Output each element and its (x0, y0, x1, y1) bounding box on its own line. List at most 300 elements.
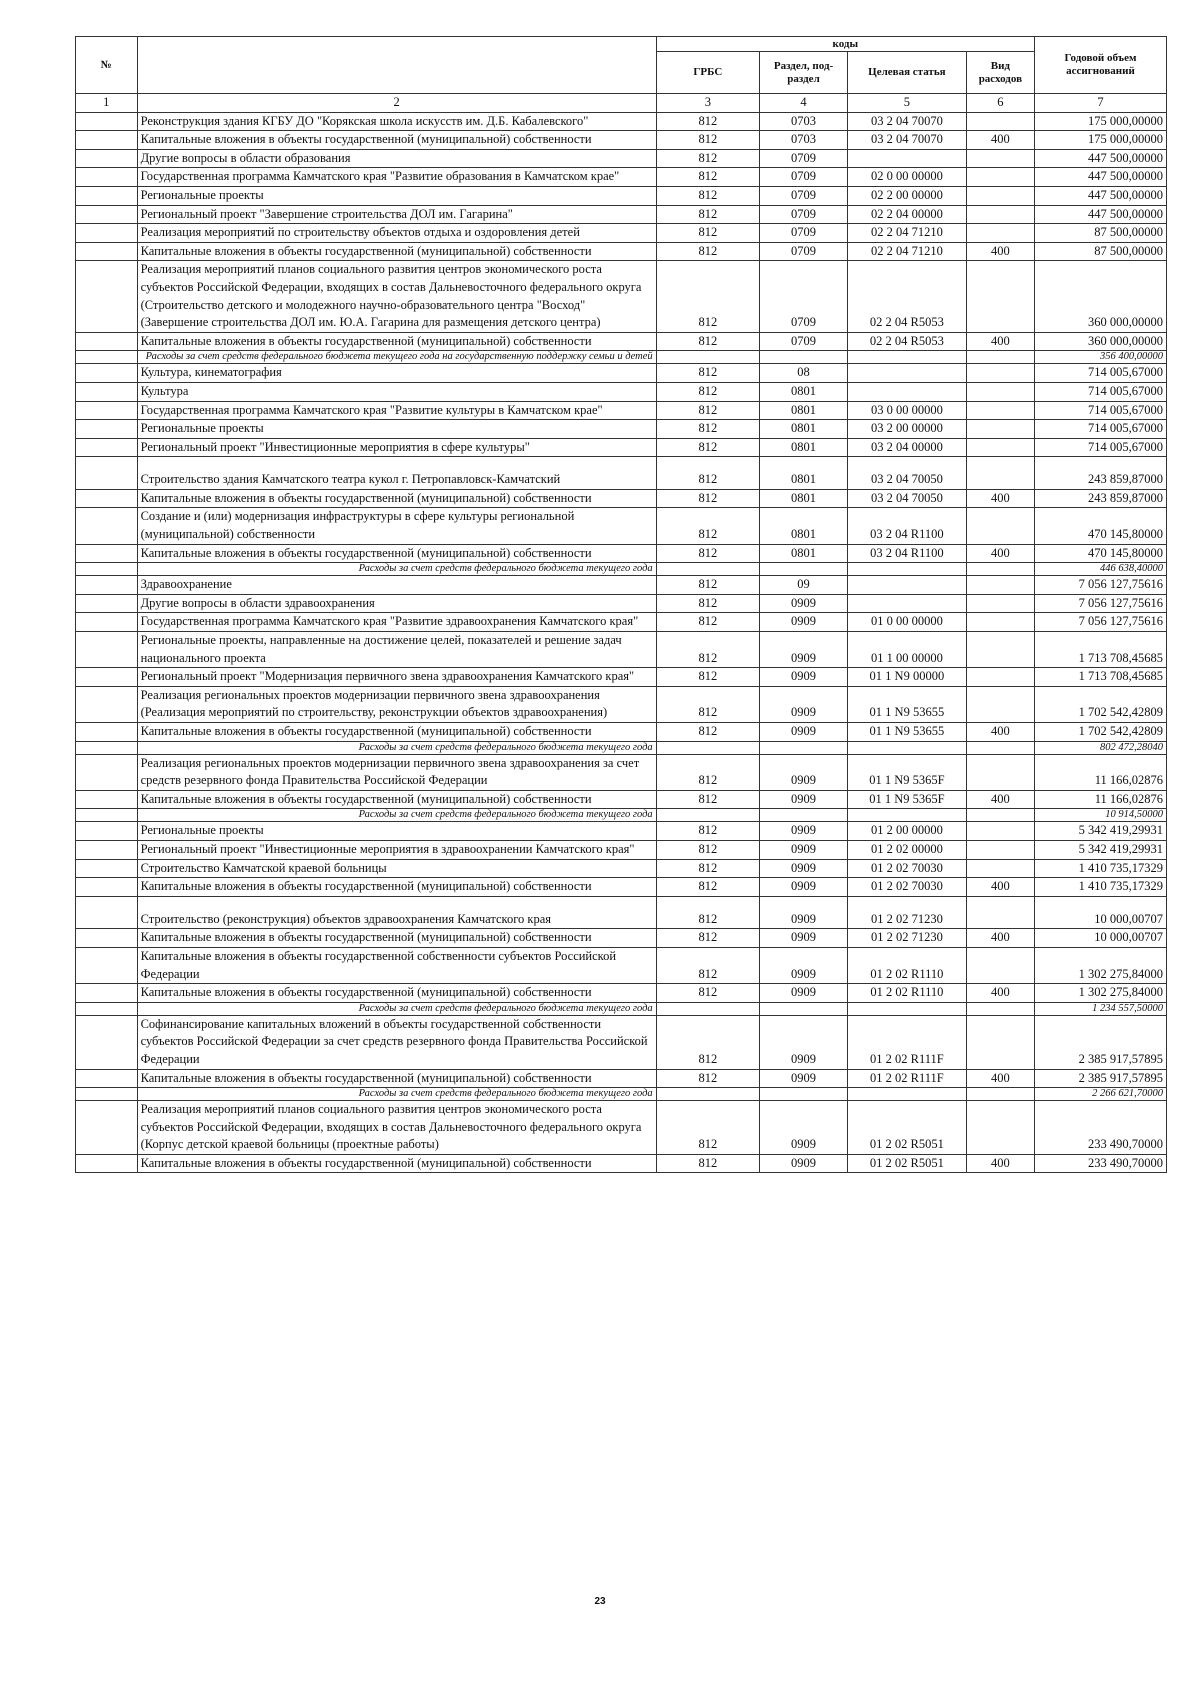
row-grbs: 812 (656, 131, 759, 150)
row-target: 01 2 02 R5051 (848, 1101, 967, 1155)
table-row (76, 594, 1167, 613)
column-number: 2 (137, 94, 656, 113)
row-kind (966, 613, 1034, 632)
row-section: 0709 (760, 224, 848, 243)
row-grbs: 812 (656, 632, 759, 668)
row-grbs: 812 (656, 613, 759, 632)
row-kind (966, 741, 1034, 754)
row-kind (966, 1088, 1034, 1101)
row-name: Строительство Камчатской краевой больницы (137, 859, 656, 878)
row-kind (966, 896, 1034, 929)
row-section: 0801 (760, 401, 848, 420)
row-amount: 7 056 127,75616 (1034, 576, 1166, 595)
row-amount: 360 000,00000 (1034, 261, 1166, 332)
row-amount: 87 500,00000 (1034, 242, 1166, 261)
row-target: 02 2 04 R5053 (848, 261, 967, 332)
row-amount: 1 410 735,17329 (1034, 859, 1166, 878)
row-section: 0801 (760, 544, 848, 563)
row-number-cell (76, 1088, 138, 1101)
table-row (76, 613, 1167, 632)
row-number-cell (76, 489, 138, 508)
row-section: 0801 (760, 420, 848, 439)
row-grbs: 812 (656, 686, 759, 722)
row-target (848, 563, 967, 576)
row-grbs: 812 (656, 332, 759, 351)
row-name: Капитальные вложения в объекты государственной (муниципальной) собственности (137, 489, 656, 508)
row-grbs: 812 (656, 929, 759, 948)
row-grbs: 812 (656, 149, 759, 168)
row-number-cell (76, 242, 138, 261)
row-name: Создание и (или) модернизация инфраструктуры в сфере культуры региональной (муниципальной) собственности (137, 508, 656, 544)
row-grbs: 812 (656, 723, 759, 742)
row-section: 08 (760, 364, 848, 383)
row-kind (966, 261, 1034, 332)
row-section: 0709 (760, 332, 848, 351)
row-section: 09 (760, 576, 848, 595)
row-grbs: 812 (656, 438, 759, 457)
row-amount: 360 000,00000 (1034, 332, 1166, 351)
row-name: Региональный проект "Инвестиционные мероприятия в здравоохранении Камчатского края" (137, 840, 656, 859)
row-name: Капитальные вложения в объекты государственной собственности субъектов Российской Федерации (137, 947, 656, 983)
row-amount: 470 145,80000 (1034, 508, 1166, 544)
row-target (848, 1002, 967, 1015)
table-row (76, 131, 1167, 150)
table-row (76, 364, 1167, 383)
row-amount: 714 005,67000 (1034, 438, 1166, 457)
row-number-cell (76, 131, 138, 150)
table-row (76, 947, 1167, 983)
row-grbs (656, 563, 759, 576)
row-amount: 714 005,67000 (1034, 382, 1166, 401)
row-name: Региональные проекты (137, 420, 656, 439)
row-section: 0909 (760, 754, 848, 790)
row-name: Капитальные вложения в объекты государственной (муниципальной) собственности (137, 878, 656, 897)
row-number-cell (76, 723, 138, 742)
row-amount: 447 500,00000 (1034, 168, 1166, 187)
row-number-cell (76, 576, 138, 595)
row-amount: 243 859,87000 (1034, 489, 1166, 508)
row-section: 0909 (760, 840, 848, 859)
row-kind (966, 457, 1034, 490)
page-number: 23 (594, 1596, 606, 1607)
row-target (848, 741, 967, 754)
row-name: Культура (137, 382, 656, 401)
row-kind (966, 186, 1034, 205)
row-amount: 1 234 557,50000 (1034, 1002, 1166, 1015)
header-name (137, 37, 656, 94)
row-section: 0909 (760, 984, 848, 1003)
row-kind (966, 809, 1034, 822)
table-row (76, 1015, 1167, 1069)
row-amount: 233 490,70000 (1034, 1154, 1166, 1173)
row-number-cell (76, 401, 138, 420)
row-kind (966, 168, 1034, 187)
table-row (76, 723, 1167, 742)
row-section: 0909 (760, 929, 848, 948)
row-target: 01 2 00 00000 (848, 822, 967, 841)
row-name: Государственная программа Камчатского края "Развитие образования в Камчатском крае" (137, 168, 656, 187)
federal-funds-row (76, 1002, 1167, 1015)
row-target: 01 1 00 00000 (848, 632, 967, 668)
row-target (848, 382, 967, 401)
header-num: № (76, 37, 138, 94)
row-amount: 175 000,00000 (1034, 131, 1166, 150)
row-name: Капитальные вложения в объекты государственной (муниципальной) собственности (137, 1069, 656, 1088)
row-target: 01 1 N9 00000 (848, 668, 967, 687)
row-target (848, 594, 967, 613)
row-target (848, 149, 967, 168)
row-target: 03 2 04 R1100 (848, 544, 967, 563)
row-amount: 447 500,00000 (1034, 149, 1166, 168)
row-amount: 356 400,00000 (1034, 351, 1166, 364)
column-number: 3 (656, 94, 759, 113)
row-amount: 714 005,67000 (1034, 364, 1166, 383)
row-section: 0709 (760, 149, 848, 168)
row-section: 0801 (760, 438, 848, 457)
row-kind (966, 1101, 1034, 1155)
column-number: 5 (848, 94, 967, 113)
row-amount: 11 166,02876 (1034, 754, 1166, 790)
row-target: 03 2 04 70070 (848, 112, 967, 131)
row-grbs: 812 (656, 261, 759, 332)
row-amount: 2 266 621,70000 (1034, 1088, 1166, 1101)
row-name: Капитальные вложения в объекты государственной (муниципальной) собственности (137, 790, 656, 809)
federal-funds-row (76, 563, 1167, 576)
table-row (76, 508, 1167, 544)
row-section: 0703 (760, 112, 848, 131)
row-number-cell (76, 364, 138, 383)
row-number-cell (76, 809, 138, 822)
row-amount: 7 056 127,75616 (1034, 613, 1166, 632)
row-name: Капитальные вложения в объекты государственной (муниципальной) собственности (137, 984, 656, 1003)
row-target: 02 2 04 71210 (848, 224, 967, 243)
row-name: Расходы за счет средств федерального бюджета текущего года (137, 563, 656, 576)
row-amount: 446 638,40000 (1034, 563, 1166, 576)
row-kind (966, 576, 1034, 595)
table-row (76, 1154, 1167, 1173)
row-name: Государственная программа Камчатского края "Развитие культуры в Камчатском крае" (137, 401, 656, 420)
row-kind (966, 563, 1034, 576)
row-number-cell (76, 457, 138, 490)
row-kind (966, 351, 1034, 364)
row-kind (966, 1002, 1034, 1015)
row-grbs: 812 (656, 364, 759, 383)
row-target (848, 576, 967, 595)
row-target: 01 0 00 00000 (848, 613, 967, 632)
row-name: Региональные проекты (137, 186, 656, 205)
row-number-cell (76, 112, 138, 131)
row-name: Расходы за счет средств федерального бюджета текущего года (137, 1002, 656, 1015)
row-name: Региональные проекты (137, 822, 656, 841)
table-row (76, 576, 1167, 595)
federal-funds-row (76, 809, 1167, 822)
table-row (76, 822, 1167, 841)
row-number-cell (76, 1154, 138, 1173)
row-target: 02 0 00 00000 (848, 168, 967, 187)
row-number-cell (76, 822, 138, 841)
header-section: Раздел, под-раздел (760, 52, 848, 94)
row-number-cell (76, 686, 138, 722)
row-name: Региональные проекты, направленные на достижение целей, показателей и решение задач национального проекта (137, 632, 656, 668)
row-section: 0801 (760, 457, 848, 490)
table-row (76, 112, 1167, 131)
row-amount: 11 166,02876 (1034, 790, 1166, 809)
table-row (76, 168, 1167, 187)
row-number-cell (76, 859, 138, 878)
row-section: 0909 (760, 1101, 848, 1155)
row-grbs: 812 (656, 576, 759, 595)
column-number: 4 (760, 94, 848, 113)
row-name: Капитальные вложения в объекты государственной (муниципальной) собственности (137, 929, 656, 948)
row-target: 03 2 04 R1100 (848, 508, 967, 544)
row-amount: 1 410 735,17329 (1034, 878, 1166, 897)
row-grbs: 812 (656, 840, 759, 859)
row-name: Региональный проект "Инвестиционные мероприятия в сфере культуры" (137, 438, 656, 457)
row-target (848, 351, 967, 364)
column-number: 6 (966, 94, 1034, 113)
row-section: 0801 (760, 489, 848, 508)
row-grbs: 812 (656, 1069, 759, 1088)
row-target: 03 2 04 70050 (848, 457, 967, 490)
row-amount: 1 702 542,42809 (1034, 723, 1166, 742)
row-number-cell (76, 896, 138, 929)
table-row (76, 668, 1167, 687)
table-row (76, 840, 1167, 859)
row-name: Реализация региональных проектов модернизации первичного звена здравоохранения за счет средств резервного фонда Правительства Российской Федерации (137, 754, 656, 790)
row-number-cell (76, 438, 138, 457)
row-target (848, 809, 967, 822)
row-name: Реализация мероприятий по строительству объектов отдыха и оздоровления детей (137, 224, 656, 243)
row-name: Региональный проект "Модернизация первичного звена здравоохранения Камчатского края" (137, 668, 656, 687)
table-row (76, 224, 1167, 243)
row-number-cell (76, 790, 138, 809)
row-amount: 5 342 419,29931 (1034, 822, 1166, 841)
row-section (760, 351, 848, 364)
row-section: 0909 (760, 1015, 848, 1069)
row-grbs: 812 (656, 224, 759, 243)
header-kind: Вид расходов (966, 52, 1034, 94)
row-grbs: 812 (656, 168, 759, 187)
row-number-cell (76, 668, 138, 687)
table-row (76, 382, 1167, 401)
table-row (76, 186, 1167, 205)
row-grbs: 812 (656, 594, 759, 613)
row-kind (966, 822, 1034, 841)
row-name: Капитальные вложения в объекты государственной (муниципальной) собственности (137, 1154, 656, 1173)
row-amount: 1 302 275,84000 (1034, 947, 1166, 983)
row-kind: 400 (966, 790, 1034, 809)
row-name: Софинансирование капитальных вложений в объекты государственной собственности субъектов Российской Федерации за счет средств резервного фонда Правительства Российской Федерации (137, 1015, 656, 1069)
row-section: 0909 (760, 1154, 848, 1173)
row-grbs (656, 741, 759, 754)
row-kind (966, 112, 1034, 131)
row-amount: 10 914,50000 (1034, 809, 1166, 822)
row-kind (966, 401, 1034, 420)
row-number-cell (76, 594, 138, 613)
column-number: 1 (76, 94, 138, 113)
row-number-cell (76, 149, 138, 168)
row-number-cell (76, 741, 138, 754)
row-grbs (656, 351, 759, 364)
row-number-cell (76, 168, 138, 187)
row-name: Реализация мероприятий планов социального развития центров экономического роста субъектов Российской Федерации, входящих в состав Дальневосточного федерального округа (Корпус детской краевой больницы (проектные работы) (137, 1101, 656, 1155)
table-row (76, 401, 1167, 420)
row-number-cell (76, 420, 138, 439)
row-grbs: 812 (656, 668, 759, 687)
table-row (76, 984, 1167, 1003)
row-section (760, 741, 848, 754)
row-section (760, 809, 848, 822)
row-amount: 175 000,00000 (1034, 112, 1166, 131)
row-grbs: 812 (656, 457, 759, 490)
row-section: 0909 (760, 822, 848, 841)
row-grbs: 812 (656, 1015, 759, 1069)
table-row (76, 332, 1167, 351)
row-target: 02 2 04 00000 (848, 205, 967, 224)
row-name: Государственная программа Камчатского края "Развитие здравоохранения Камчатского края" (137, 613, 656, 632)
row-grbs: 812 (656, 508, 759, 544)
row-grbs: 812 (656, 401, 759, 420)
row-grbs (656, 1088, 759, 1101)
row-amount: 1 713 708,45685 (1034, 668, 1166, 687)
row-amount: 802 472,28040 (1034, 741, 1166, 754)
table-row (76, 457, 1167, 490)
table-row (76, 1101, 1167, 1155)
row-section: 0703 (760, 131, 848, 150)
row-kind (966, 149, 1034, 168)
row-section: 0909 (760, 668, 848, 687)
row-target: 01 2 02 71230 (848, 896, 967, 929)
row-section: 0709 (760, 168, 848, 187)
row-name: Культура, кинематография (137, 364, 656, 383)
row-kind: 400 (966, 131, 1034, 150)
row-grbs: 812 (656, 947, 759, 983)
table-row (76, 754, 1167, 790)
row-number-cell (76, 261, 138, 332)
row-section: 0909 (760, 723, 848, 742)
row-section: 0709 (760, 261, 848, 332)
row-target: 01 2 02 R1110 (848, 984, 967, 1003)
row-section: 0909 (760, 859, 848, 878)
header-target: Целевая статья (848, 52, 967, 94)
row-name: Здравоохранение (137, 576, 656, 595)
row-section: 0909 (760, 632, 848, 668)
row-name: Капитальные вложения в объекты государственной (муниципальной) собственности (137, 131, 656, 150)
row-kind: 400 (966, 242, 1034, 261)
row-grbs: 812 (656, 112, 759, 131)
row-kind (966, 224, 1034, 243)
row-amount: 714 005,67000 (1034, 420, 1166, 439)
row-number-cell (76, 351, 138, 364)
row-amount: 1 713 708,45685 (1034, 632, 1166, 668)
row-amount: 87 500,00000 (1034, 224, 1166, 243)
row-kind (966, 859, 1034, 878)
row-amount: 447 500,00000 (1034, 205, 1166, 224)
row-amount: 470 145,80000 (1034, 544, 1166, 563)
table-row (76, 438, 1167, 457)
row-name: Капитальные вложения в объекты государственной (муниципальной) собственности (137, 723, 656, 742)
row-name: Капитальные вложения в объекты государственной (муниципальной) собственности (137, 242, 656, 261)
row-grbs: 812 (656, 790, 759, 809)
row-kind: 400 (966, 489, 1034, 508)
budget-sheet (75, 36, 1167, 1173)
row-section: 0909 (760, 790, 848, 809)
row-kind (966, 754, 1034, 790)
table-row (76, 261, 1167, 332)
header-amount: Годовой объем ассигнований (1034, 37, 1166, 94)
row-number-cell (76, 632, 138, 668)
row-kind (966, 594, 1034, 613)
row-section: 0801 (760, 508, 848, 544)
table-row (76, 242, 1167, 261)
table-row (76, 929, 1167, 948)
row-number-cell (76, 382, 138, 401)
row-grbs (656, 809, 759, 822)
row-kind (966, 382, 1034, 401)
row-section: 0909 (760, 896, 848, 929)
row-target: 03 2 04 70070 (848, 131, 967, 150)
row-section (760, 1088, 848, 1101)
row-section (760, 1002, 848, 1015)
row-section: 0909 (760, 1069, 848, 1088)
row-name: Реализация мероприятий планов социального развития центров экономического роста субъектов Российской Федерации, входящих в состав Дальневосточного федерального округа (Строительство детского и молодежного научно-образовательного центра "Восход" (Завершение строительства ДОЛ им. Ю.А. Гагарина для размещения детского центра) (137, 261, 656, 332)
row-target: 03 2 04 00000 (848, 438, 967, 457)
row-target: 01 1 N9 5365F (848, 790, 967, 809)
federal-funds-row (76, 741, 1167, 754)
row-section: 0709 (760, 205, 848, 224)
table-row (76, 878, 1167, 897)
row-name: Строительство здания Камчатского театра кукол г. Петропавловск-Камчатский (137, 457, 656, 490)
row-grbs: 812 (656, 754, 759, 790)
row-number-cell (76, 224, 138, 243)
row-number-cell (76, 508, 138, 544)
row-kind (966, 508, 1034, 544)
row-number-cell (76, 563, 138, 576)
row-kind (966, 668, 1034, 687)
row-amount: 1 702 542,42809 (1034, 686, 1166, 722)
row-name: Расходы за счет средств федерального бюджета текущего года (137, 809, 656, 822)
row-target: 03 0 00 00000 (848, 401, 967, 420)
row-kind: 400 (966, 332, 1034, 351)
row-target: 01 1 N9 53655 (848, 686, 967, 722)
row-name: Реализация региональных проектов модернизации первичного звена здравоохранения (Реализация мероприятий по строительству, реконструкции объектов здравоохранения) (137, 686, 656, 722)
table-row (76, 896, 1167, 929)
row-target: 02 2 04 R5053 (848, 332, 967, 351)
row-kind (966, 686, 1034, 722)
row-kind: 400 (966, 1069, 1034, 1088)
column-number: 7 (1034, 94, 1166, 113)
row-grbs: 812 (656, 489, 759, 508)
row-name: Расходы за счет средств федерального бюджета текущего года на государственную поддержку семьи и детей (137, 351, 656, 364)
row-kind (966, 947, 1034, 983)
row-grbs: 812 (656, 205, 759, 224)
row-target: 01 2 02 71230 (848, 929, 967, 948)
row-kind: 400 (966, 723, 1034, 742)
row-number-cell (76, 613, 138, 632)
row-number-cell (76, 929, 138, 948)
row-kind: 400 (966, 984, 1034, 1003)
row-name: Региональный проект "Завершение строительства ДОЛ им. Гагарина" (137, 205, 656, 224)
row-target (848, 1088, 967, 1101)
row-number-cell (76, 840, 138, 859)
row-kind: 400 (966, 544, 1034, 563)
row-name: Капитальные вложения в объекты государственной (муниципальной) собственности (137, 544, 656, 563)
table-row (76, 1069, 1167, 1088)
row-grbs: 812 (656, 1101, 759, 1155)
row-number-cell (76, 878, 138, 897)
row-amount: 2 385 917,57895 (1034, 1015, 1166, 1069)
row-section: 0909 (760, 613, 848, 632)
